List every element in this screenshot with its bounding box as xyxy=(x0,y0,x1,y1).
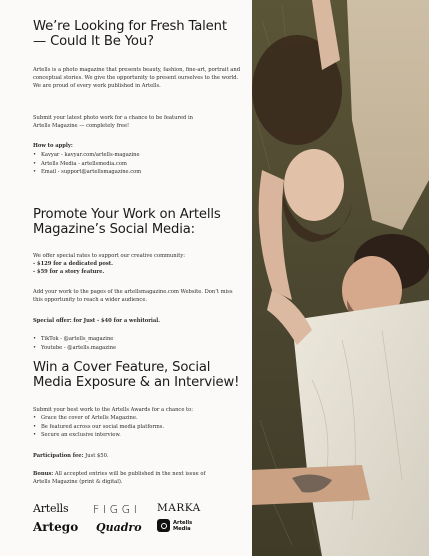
apply-item-kavyar: • Kavyar - kavyar.com/artells-magazine xyxy=(33,151,241,160)
logo-artego: Artego xyxy=(33,520,79,534)
social-list xyxy=(33,335,241,352)
logo-marka: MARKA xyxy=(157,502,201,514)
logo-artells-media xyxy=(157,519,192,532)
bonus-paragraph: Bonus: All accepted entries will be published in the next issue of Artells Magazine (print & digital). xyxy=(33,471,206,485)
rate-dedicated-post: - $129 for a dedicated post. xyxy=(33,261,113,267)
intro-paragraph: Artells is a photo magazine that presents beauty, fashion, fine-art, portrait and conceptual stories. We give the opportunity to present ourselves to the world. We are proud of every work published in Artells. xyxy=(33,67,241,89)
artells-media-mark-icon xyxy=(157,519,170,532)
website-paragraph: Add your work to the pages of the artellsmagazine.com Website. Don’t miss this opportunity to reach a wider audience. xyxy=(33,289,233,303)
awards-item-interview: • Secure an exclusive interview. xyxy=(33,431,241,440)
logo-artells: Artells xyxy=(33,502,69,515)
social-item-youtube: • Youtube - @artells.magazine xyxy=(33,344,241,353)
artells-media-line1: Artells xyxy=(173,519,193,526)
apply-list xyxy=(33,151,241,177)
logo-quadro: Quadro xyxy=(96,521,142,534)
awards-list xyxy=(33,414,241,440)
rates-intro: We offer special rates to support our creative community: xyxy=(33,253,186,259)
participation-fee: Participation fee: Just $50. xyxy=(33,453,109,459)
couple-photo-illustration xyxy=(252,0,429,556)
social-item-tiktok: • TikTok - @artells_magazine xyxy=(33,335,241,344)
awards-intro: Submit your best work to the Artells Awards for a chance to: xyxy=(33,407,194,413)
heading-fresh-talent: We’re Looking for Fresh Talent — Could It Be You? xyxy=(33,19,227,49)
rate-story-feature: - $59 for a story feature. xyxy=(33,269,105,275)
apply-item-email: • Email - support@artellsmagazine.com xyxy=(33,168,241,177)
apply-item-media: • Artells Media - artellsmedia.com xyxy=(33,160,241,169)
awards-item-social: • Be featured across our social media platforms. xyxy=(33,423,241,432)
logo-figgi: FIGGI xyxy=(93,503,141,516)
artells-media-line2: Media xyxy=(173,525,191,532)
submit-paragraph: Submit your latest photo work for a chance to be featured in Artells Magazine — completely free! xyxy=(33,115,193,129)
heading-cover-feature: Win a Cover Feature, Social Media Exposure & an Interview! xyxy=(33,360,240,390)
how-to-apply-label: How to apply: xyxy=(33,143,73,149)
awards-item-cover: • Grace the cover of Artells Magazine. xyxy=(33,414,241,423)
heading-promote: Promote Your Work on Artells Magazine’s Social Media: xyxy=(33,207,221,237)
special-offer: Special offer: for Just - $40 for a webitorial. xyxy=(33,318,161,324)
couple-photo xyxy=(252,0,429,556)
